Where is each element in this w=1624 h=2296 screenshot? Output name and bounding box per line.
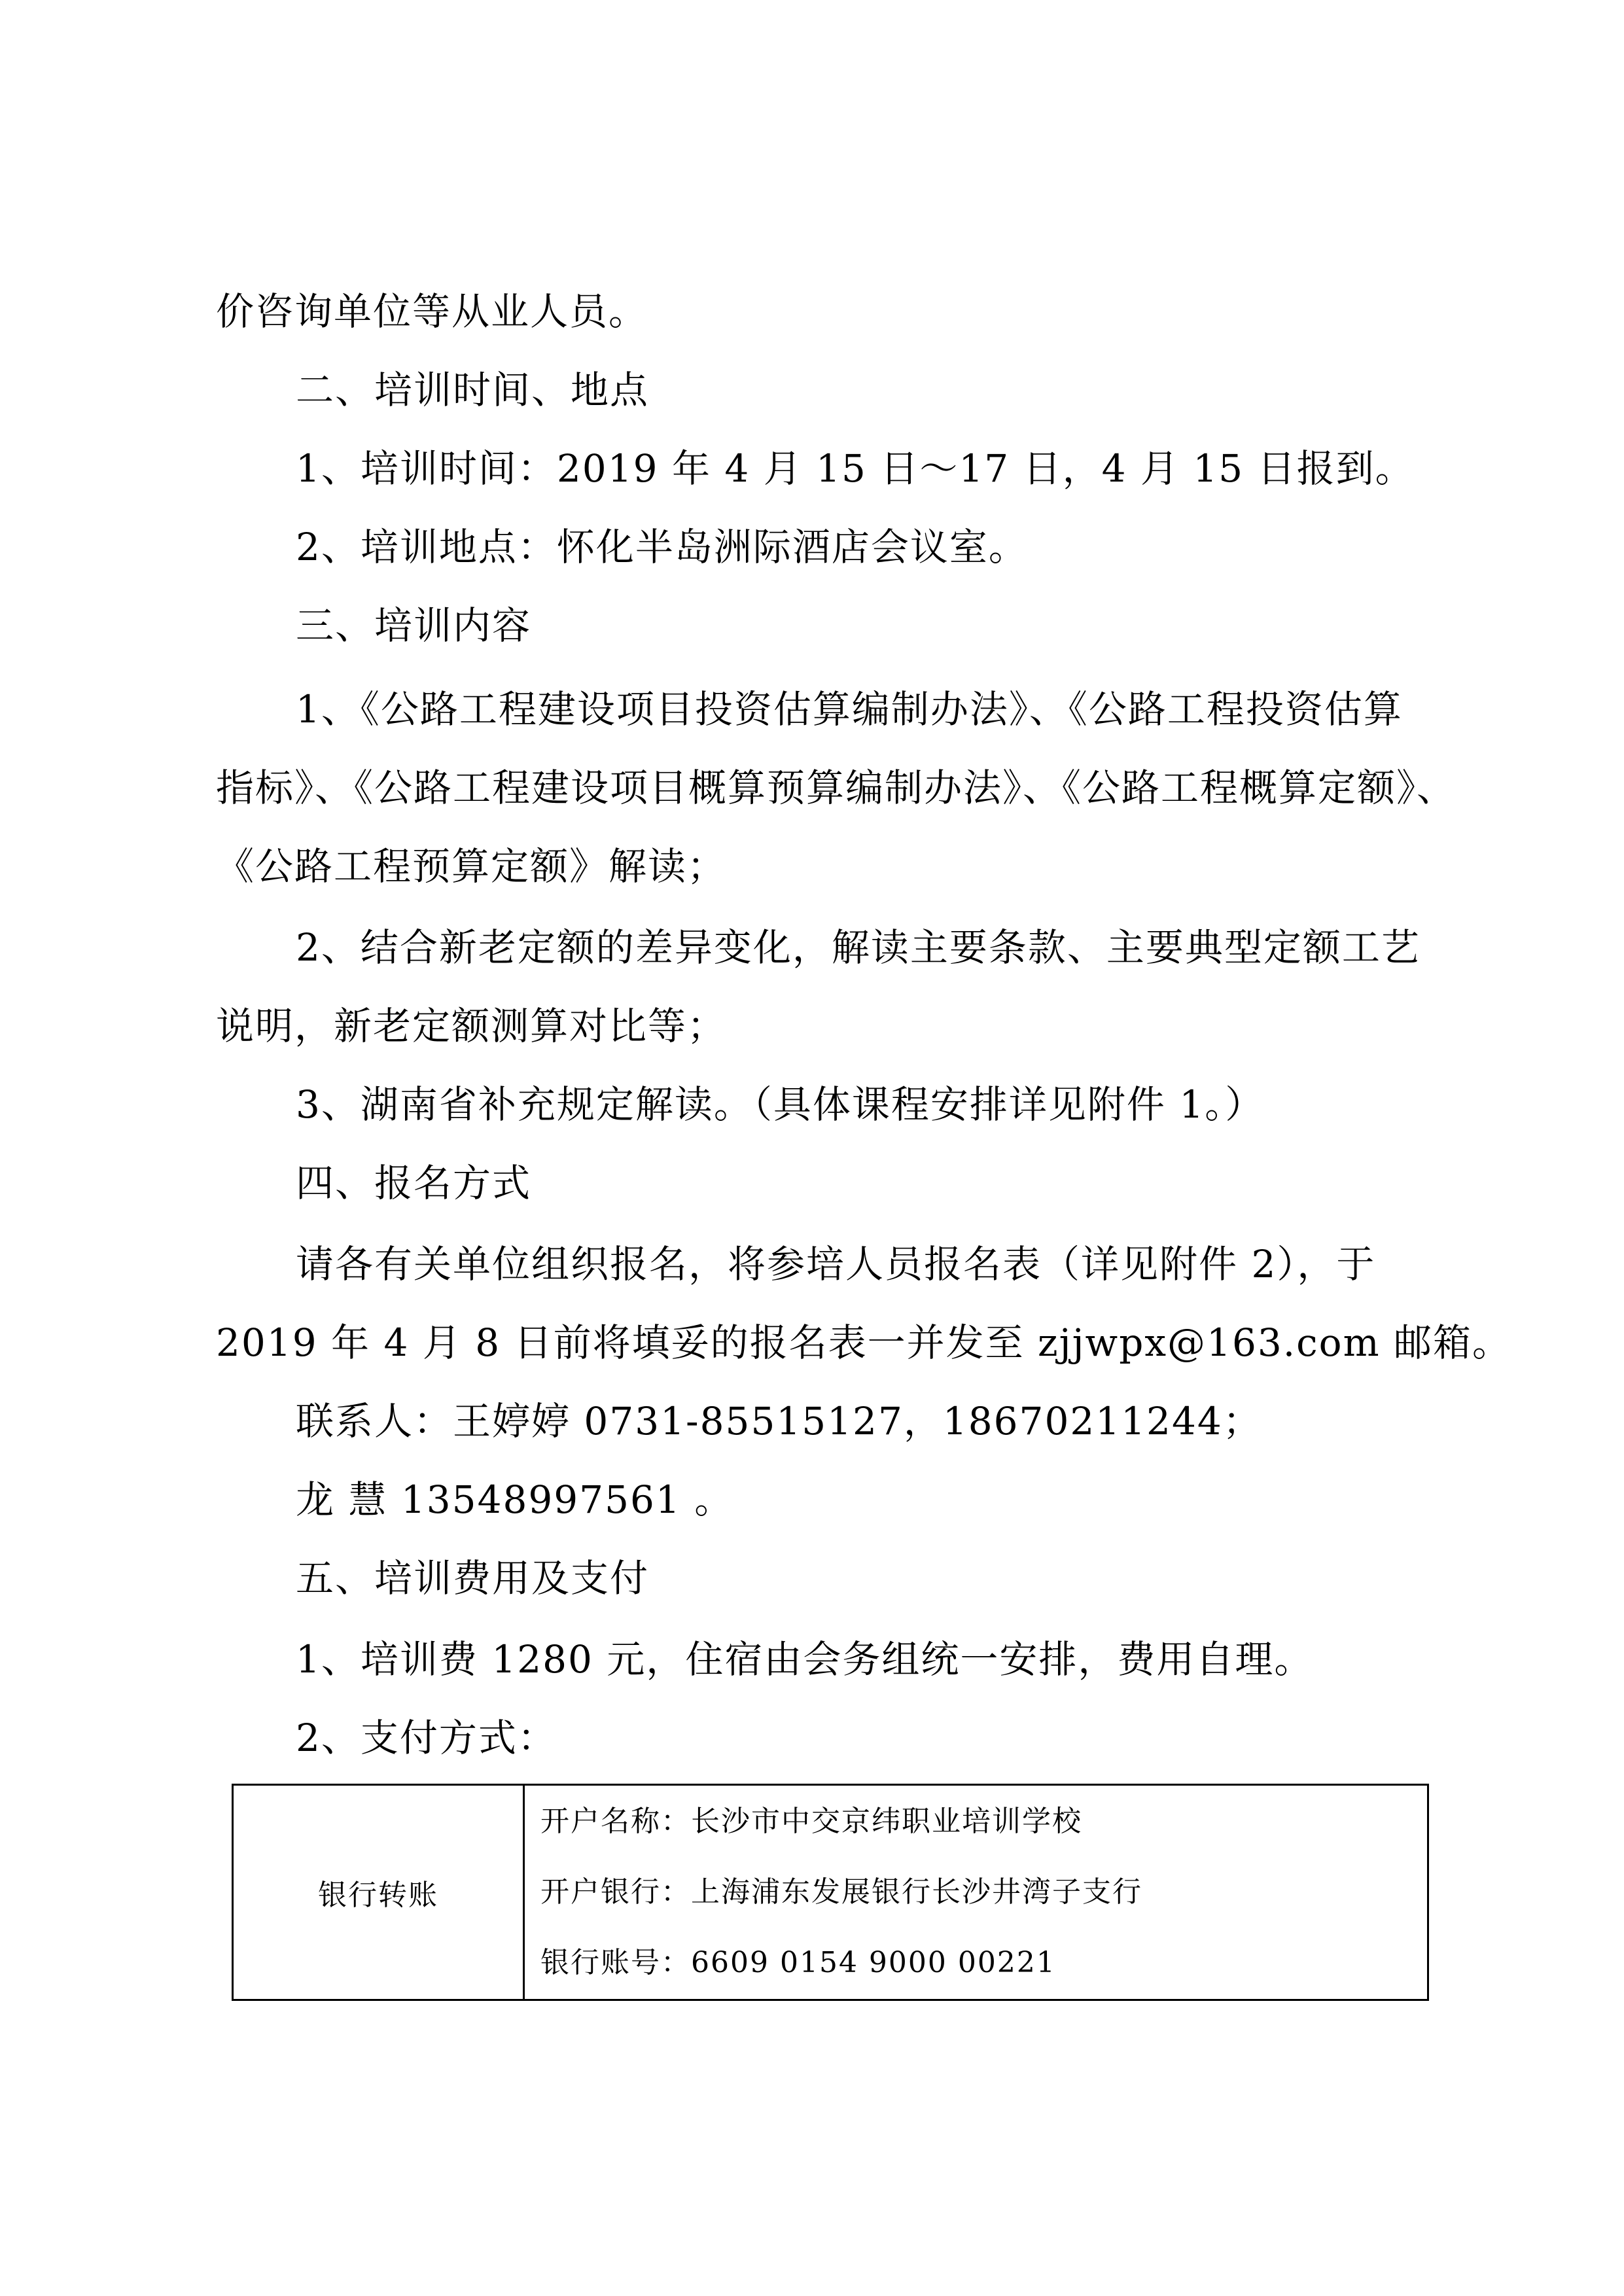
heading-fees-payment: 五、培训费用及支付 [296, 1556, 650, 1600]
fee-item-1: 1、培训费 1280 元，住宿由会务组统一安排，费用自理。 [296, 1637, 1314, 1682]
contact-line-2: 龙 慧 13548997561 。 [296, 1477, 734, 1522]
fee-item-2: 2、支付方式： [296, 1716, 557, 1760]
heading-time-location: 二、培训时间、地点 [296, 368, 650, 412]
bank-name: 开户银行：上海浦东发展银行长沙井湾子支行 [540, 1875, 1142, 1909]
content-item-1-line-3: 《公路工程预算定额》解读； [216, 844, 727, 889]
content-item-1-line-1: 1、《公路工程建设项目投资估算编制办法》、《公路工程投资估算 [296, 687, 1403, 732]
table-row [233, 1785, 1428, 2000]
account-name: 开户名称：长沙市中交京纬职业培训学校 [540, 1805, 1082, 1838]
content-item-3: 3、湖南省补充规定解读。（具体课程安排详见附件 1。） [296, 1082, 1265, 1127]
account-number: 银行账号：6609 0154 9000 00221 [540, 1946, 1056, 1979]
item-training-time: 1、培训时间：2019 年 4 月 15 日～17 日，4 月 15 日报到。 [296, 446, 1415, 491]
content-item-1-line-2: 指标》、《公路工程建设项目概算预算编制办法》、《公路工程概算定额》、 [216, 766, 1456, 810]
registration-line-1: 请各有关单位组织报名，将参培人员报名表（详见附件 2），于 [296, 1242, 1376, 1286]
payment-method-cell: 银行转账 [233, 1785, 524, 2000]
payment-details-cell [524, 1785, 1428, 2000]
heading-registration: 四、报名方式 [296, 1161, 532, 1205]
paragraph-audience-end: 价咨询单位等从业人员。 [216, 289, 648, 334]
payment-table [232, 1784, 1429, 2001]
registration-line-2: 2019 年 4 月 8 日前将填妥的报名表一并发至 zjjwpx@163.com 邮箱。 [216, 1320, 1512, 1365]
item-training-location: 2、培训地点：怀化半岛洲际酒店会议室。 [296, 525, 1028, 569]
content-item-2-line-1: 2、结合新老定额的差异变化，解读主要条款、主要典型定额工艺 [296, 925, 1421, 970]
heading-training-content: 三、培训内容 [296, 603, 532, 648]
contact-line-1: 联系人：王婷婷 0731-85515127，18670211244； [296, 1399, 1262, 1443]
content-item-2-line-2: 说明，新老定额测算对比等； [216, 1004, 727, 1048]
